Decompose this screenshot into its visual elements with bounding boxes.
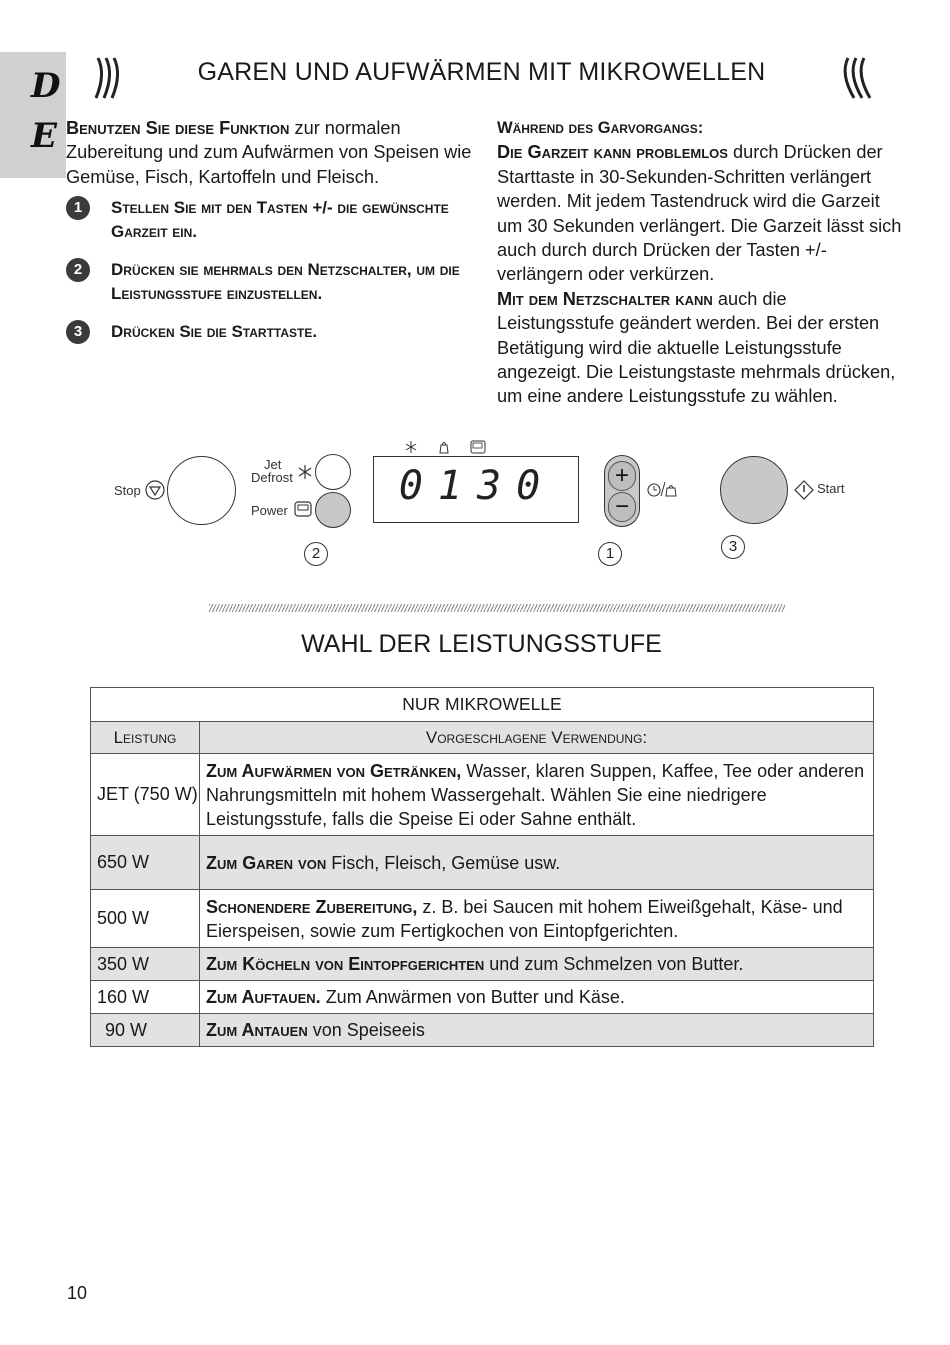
usage-lead: Zum Antauen (206, 1020, 308, 1040)
language-letter-e: E (31, 116, 57, 156)
usage-lead: Schonendere Zubereitung, (206, 896, 418, 917)
intro-paragraph (66, 116, 472, 189)
power-level-table (90, 687, 874, 1047)
start-button[interactable] (720, 456, 788, 524)
table-row (91, 890, 874, 948)
usage-text: von Speiseeis (307, 1020, 425, 1040)
callout-1: 1 (598, 542, 622, 566)
usage-text: Zum Anwärmen von Butter und Käse. (320, 987, 625, 1007)
usage-lead: Zum Garen von (206, 852, 327, 873)
usage-cell (200, 1014, 874, 1047)
jet-label: Jet (264, 457, 282, 472)
paragraph-power-switch (497, 287, 907, 409)
paragraph-text: durch Drücken der Starttaste in 30-Sekunden-Schritten verlängert werden. Mit jedem Tastendruck wird die Garzeit um 30 Sekunden verlängert. Die Garzeit lässt sich auch durch durch Drücken der Tasten +/- verlängern oder verkürzen. (497, 142, 902, 285)
microwave-icon (294, 501, 312, 517)
page-title: GAREN UND AUFWÄRMEN MIT MIKROWELLEN (197, 58, 766, 86)
paragraph-lead: Mit dem Netzschalter kann (497, 288, 713, 309)
usage-text: Wasser, klaren Suppen, Kaffee, Tee oder anderen Nahrungsmitteln mit hohem Wassergehalt. Wählen Sie eine niedrigere Leistungsstufe, falls die Speise Ei oder Sahne enthält. (206, 760, 865, 829)
power-label: Power (251, 503, 288, 518)
step-text: Drücken sie mehrmals den Netzschalter, um die Leistungsstufe einzustellen. (111, 260, 460, 303)
minus-button[interactable]: − (608, 492, 636, 522)
jet-defrost-button[interactable] (315, 454, 351, 490)
section-title: WAHL DER LEISTUNGSSTUFE (301, 630, 662, 658)
table-row (91, 948, 874, 981)
step-text: Drücken Sie die Starttaste. (111, 322, 318, 341)
power-cell: 650 W (91, 836, 200, 890)
usage-lead: Zum Köcheln von Eintopfgerichten (206, 954, 485, 974)
intro-text: zur normalen Zubereitung und zum Aufwärmen von Speisen wie Gemüse, Fisch, Kartoffeln und Fleisch. (66, 118, 472, 187)
power-cell: JET (750 W) (91, 754, 200, 836)
usage-cell (200, 981, 874, 1014)
paragraph-lead: Die Garzeit kann problemlos (497, 142, 728, 163)
column-header-usage: Vorgeschlagene Verwendung: (200, 722, 874, 754)
start-label: Start (817, 481, 845, 496)
step-text: Stellen Sie mit den Tasten +/- die gewünschte Garzeit ein. (111, 198, 449, 241)
display-digits: 0130 (398, 463, 556, 509)
timer-weight-icon (646, 480, 678, 498)
usage-lead: Zum Aufwärmen von Getränken, (206, 760, 462, 781)
usage-cell (200, 836, 874, 890)
during-cooking-section (497, 116, 907, 409)
plus-button[interactable]: + (608, 461, 636, 491)
usage-cell (200, 890, 874, 948)
table-header-row (91, 722, 874, 754)
power-cell: 500 W (91, 890, 200, 948)
power-cell: 160 W (91, 981, 200, 1014)
usage-text: z. B. bei Saucen mit hohem Eiweißgehalt, Käse- und Eierspeisen, sowie zum Fertigkochen von Eintopfgerichten. (206, 896, 843, 941)
paragraph-text: auch die Leistungsstufe geändert werden. Bei der ersten Betätigung wird die aktuelle Leistungsstufe angezeigt. Die Leistungstaste mehrmals drücken, um eine andere Leistungsstufe zu wählen. (497, 288, 896, 407)
plus-minus-rocker (604, 455, 640, 527)
table-row (91, 981, 874, 1014)
paragraph-extend-time (497, 140, 907, 286)
time-display (373, 456, 579, 523)
usage-text: Fisch, Fleisch, Gemüse usw. (326, 852, 561, 873)
table-caption-row (91, 688, 874, 722)
stop-icon (145, 480, 165, 500)
power-button[interactable] (315, 492, 351, 528)
page-number: 10 (67, 1283, 88, 1303)
control-panel-diagram (100, 436, 880, 576)
usage-cell (200, 948, 874, 981)
snowflake-icon (405, 440, 417, 454)
start-icon (794, 480, 814, 500)
callout-2: 2 (304, 542, 328, 566)
table-row (91, 1014, 874, 1047)
step-number: 1 (66, 196, 90, 220)
power-cell: 350 W (91, 948, 200, 981)
section-divider (209, 604, 785, 612)
usage-cell (200, 754, 874, 836)
usage-text: und zum Schmelzen von Butter. (484, 954, 744, 974)
stop-label: Stop (114, 483, 141, 498)
callout-3: 3 (721, 535, 745, 559)
microwave-icon (470, 440, 486, 454)
usage-lead: Zum Auftauen. (206, 987, 321, 1007)
step-number: 2 (66, 258, 90, 282)
defrost-label: Defrost (251, 470, 293, 485)
column-header-power: Leistung (91, 722, 200, 754)
stop-button[interactable] (167, 456, 236, 525)
weight-icon (438, 440, 450, 454)
table-row (91, 836, 874, 890)
intro-lead: Benutzen Sie diese Funktion (66, 118, 290, 138)
step-number: 3 (66, 320, 90, 344)
language-letter-d: D (31, 66, 61, 106)
snowflake-icon (297, 464, 313, 480)
table-caption: NUR MIKROWELLE (91, 688, 874, 722)
power-cell: 90 W (91, 1014, 200, 1047)
table-row (91, 754, 874, 836)
during-cooking-heading: Während des Garvorgangs: (497, 119, 704, 137)
